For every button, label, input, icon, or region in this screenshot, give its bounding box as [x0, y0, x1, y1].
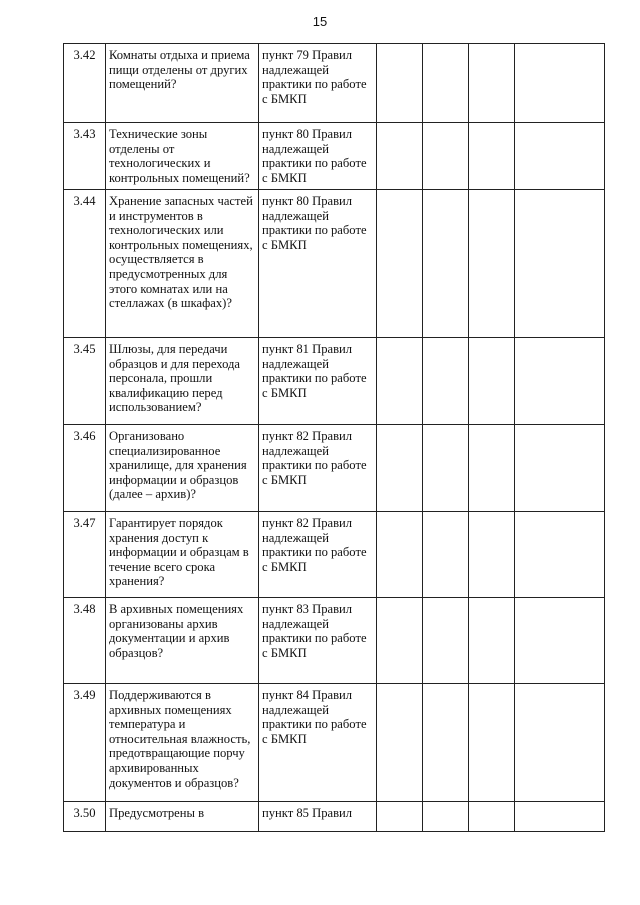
- page-number: 15: [312, 14, 328, 29]
- table-row: [64, 190, 605, 338]
- row-number: 3.45: [64, 338, 106, 425]
- table-row: [64, 123, 605, 190]
- table-row: [64, 802, 605, 832]
- table-row: [64, 598, 605, 684]
- requirement-question: Гарантирует порядок хранения доступ к информации и образцам в течение всего срока хранения?: [106, 512, 259, 598]
- table-row: [64, 44, 605, 123]
- table-row: [64, 425, 605, 512]
- answer-yes-cell[interactable]: [377, 190, 423, 338]
- answer-yes-cell[interactable]: [377, 338, 423, 425]
- row-number: 3.49: [64, 684, 106, 802]
- answer-no-cell[interactable]: [423, 802, 469, 832]
- requirement-question: Организовано специализированное хранилище, для хранения информации и образцов (далее – архив)?: [106, 425, 259, 512]
- answer-yes-cell[interactable]: [377, 598, 423, 684]
- answer-na-cell[interactable]: [469, 425, 515, 512]
- answer-yes-cell[interactable]: [377, 44, 423, 123]
- answer-no-cell[interactable]: [423, 44, 469, 123]
- legal-reference: пункт 81 Правил надлежащей практики по работе с БМКП: [259, 338, 377, 425]
- answer-na-cell[interactable]: [469, 684, 515, 802]
- answer-yes-cell[interactable]: [377, 684, 423, 802]
- row-number: 3.50: [64, 802, 106, 832]
- answer-yes-cell[interactable]: [377, 425, 423, 512]
- requirement-question: Технические зоны отделены от технологических и контрольных помещений?: [106, 123, 259, 190]
- note-cell[interactable]: [515, 44, 605, 123]
- note-cell[interactable]: [515, 598, 605, 684]
- table-row: [64, 338, 605, 425]
- answer-yes-cell[interactable]: [377, 512, 423, 598]
- requirement-question: В архивных помещениях организованы архив документации и архив образцов?: [106, 598, 259, 684]
- requirement-question: Поддерживаются в архивных помещениях температура и относительная влажность, предотвращающие порчу архивированных документов и образцов?: [106, 684, 259, 802]
- requirement-question: Хранение запасных частей и инструментов в технологических или контрольных помещениях, осуществляется в предусмотренных для этого комнатах или на стеллажах (в шкафах)?: [106, 190, 259, 338]
- note-cell[interactable]: [515, 425, 605, 512]
- legal-reference: пункт 85 Правил: [259, 802, 377, 832]
- row-number: 3.46: [64, 425, 106, 512]
- answer-yes-cell[interactable]: [377, 123, 423, 190]
- legal-reference: пункт 79 Правил надлежащей практики по работе с БМКП: [259, 44, 377, 123]
- legal-reference: пункт 80 Правил надлежащей практики по работе с БМКП: [259, 190, 377, 338]
- answer-no-cell[interactable]: [423, 338, 469, 425]
- answer-no-cell[interactable]: [423, 425, 469, 512]
- answer-no-cell[interactable]: [423, 598, 469, 684]
- note-cell[interactable]: [515, 684, 605, 802]
- requirement-question: Комнаты отдыха и приема пищи отделены от других помещений?: [106, 44, 259, 123]
- answer-no-cell[interactable]: [423, 123, 469, 190]
- requirement-question: Шлюзы, для передачи образцов и для перехода персонала, прошли квалификацию перед использованием?: [106, 338, 259, 425]
- legal-reference: пункт 82 Правил надлежащей практики по работе с БМКП: [259, 512, 377, 598]
- answer-no-cell[interactable]: [423, 190, 469, 338]
- note-cell[interactable]: [515, 338, 605, 425]
- answer-na-cell[interactable]: [469, 802, 515, 832]
- note-cell[interactable]: [515, 512, 605, 598]
- answer-na-cell[interactable]: [469, 44, 515, 123]
- answer-no-cell[interactable]: [423, 512, 469, 598]
- table-row: [64, 684, 605, 802]
- answer-na-cell[interactable]: [469, 598, 515, 684]
- answer-no-cell[interactable]: [423, 684, 469, 802]
- answer-yes-cell[interactable]: [377, 802, 423, 832]
- legal-reference: пункт 82 Правил надлежащей практики по работе с БМКП: [259, 425, 377, 512]
- row-number: 3.48: [64, 598, 106, 684]
- legal-reference: пункт 84 Правил надлежащей практики по работе с БМКП: [259, 684, 377, 802]
- row-number: 3.47: [64, 512, 106, 598]
- legal-reference: пункт 83 Правил надлежащей практики по работе с БМКП: [259, 598, 377, 684]
- note-cell[interactable]: [515, 190, 605, 338]
- checklist-table: [63, 43, 605, 832]
- answer-na-cell[interactable]: [469, 123, 515, 190]
- note-cell[interactable]: [515, 802, 605, 832]
- row-number: 3.42: [64, 44, 106, 123]
- answer-na-cell[interactable]: [469, 512, 515, 598]
- answer-na-cell[interactable]: [469, 338, 515, 425]
- row-number: 3.43: [64, 123, 106, 190]
- note-cell[interactable]: [515, 123, 605, 190]
- requirement-question: Предусмотрены в: [106, 802, 259, 832]
- row-number: 3.44: [64, 190, 106, 338]
- legal-reference: пункт 80 Правил надлежащей практики по работе с БМКП: [259, 123, 377, 190]
- answer-na-cell[interactable]: [469, 190, 515, 338]
- table-row: [64, 512, 605, 598]
